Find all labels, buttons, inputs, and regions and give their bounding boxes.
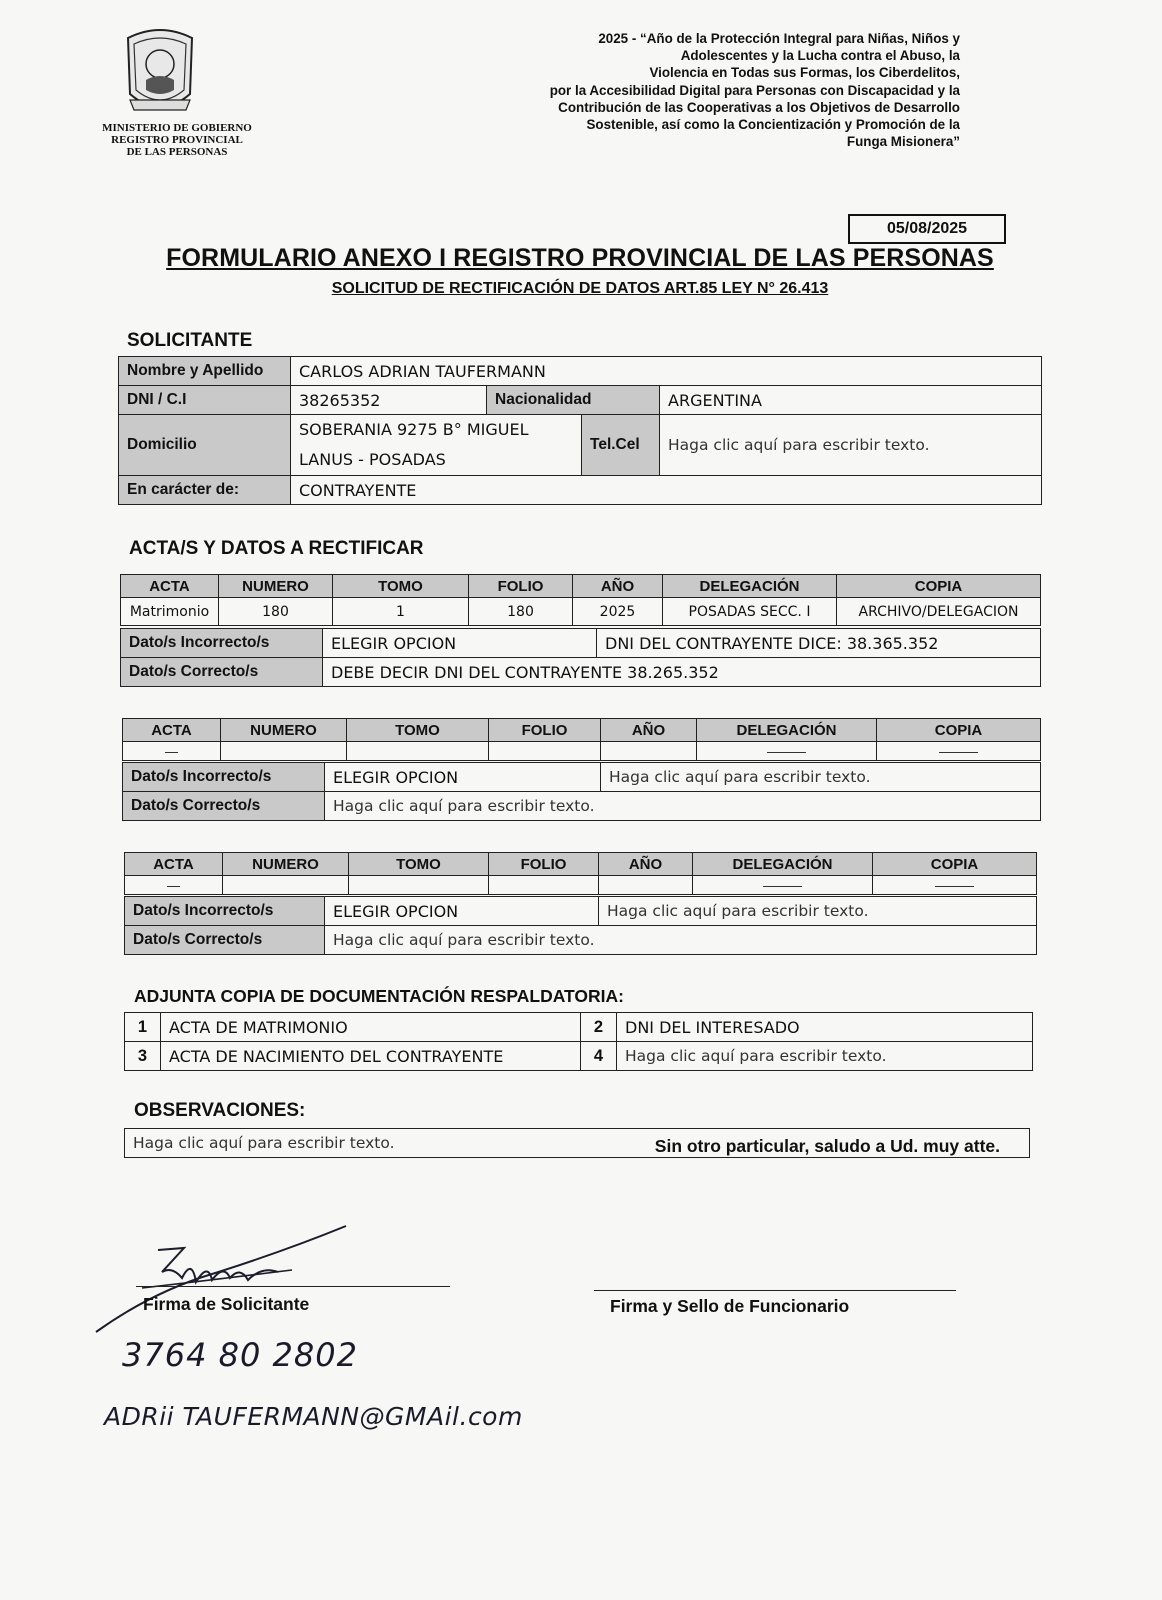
col-acta: ACTA <box>123 719 221 742</box>
correcto-field[interactable]: Haga clic aquí para escribir texto. <box>325 792 1041 821</box>
ministry-name: MINISTERIO DE GOBIERNO REGISTRO PROVINCIAL DE LAS PERSONAS <box>102 122 252 158</box>
correcto-label: Dato/s Correcto/s <box>123 792 325 821</box>
caracter-label: En carácter de: <box>119 476 291 505</box>
col-tomo: TOMO <box>333 575 469 598</box>
acta-cell[interactable]: Matrimonio <box>121 598 219 626</box>
col-numero: NUMERO <box>223 853 349 876</box>
col-copia: COPIA <box>873 853 1037 876</box>
anio-cell[interactable]: 2025 <box>573 598 663 626</box>
handwritten-email: ADRii TAUFERMANN@GMAil.com <box>104 1402 523 1431</box>
firma-funcionario-line <box>594 1290 956 1291</box>
province-seal-icon <box>120 24 200 118</box>
section-title-observaciones: OBSERVACIONES: <box>134 1100 306 1121</box>
numero-cell[interactable]: 180 <box>219 598 333 626</box>
col-delegacion: DELEGACIÓN <box>693 853 873 876</box>
incorrecto-field[interactable]: DNI DEL CONTRAYENTE DICE: 38.365.352 <box>597 629 1041 658</box>
elegir-opcion-dropdown[interactable]: ELEGIR OPCION <box>325 897 599 926</box>
tomo-cell[interactable] <box>349 876 489 895</box>
item-number: 4 <box>581 1042 617 1071</box>
acta-cell[interactable]: — <box>125 876 223 895</box>
dato-table-3 <box>124 896 1037 955</box>
acta-cell[interactable]: — <box>123 742 221 761</box>
delegacion-cell[interactable]: ——— <box>697 742 877 761</box>
acta-table-3 <box>124 852 1037 895</box>
correcto-field[interactable]: Haga clic aquí para escribir texto. <box>325 926 1037 955</box>
anio-cell[interactable] <box>601 742 697 761</box>
section-title-adjunta: ADJUNTA COPIA DE DOCUMENTACIÓN RESPALDATORIA: <box>134 986 624 1006</box>
acta-table-2 <box>122 718 1041 761</box>
nacionalidad-field[interactable]: ARGENTINA <box>660 386 1042 415</box>
col-anio: AÑO <box>599 853 693 876</box>
caracter-field[interactable]: CONTRAYENTE <box>291 476 1042 505</box>
incorrecto-label: Dato/s Incorrecto/s <box>121 629 323 658</box>
item-number: 3 <box>125 1042 161 1071</box>
copia-cell[interactable]: ARCHIVO/DELEGACION <box>837 598 1041 626</box>
col-acta: ACTA <box>125 853 223 876</box>
folio-cell[interactable] <box>489 742 601 761</box>
dni-label: DNI / C.I <box>119 386 291 415</box>
correcto-label: Dato/s Correcto/s <box>125 926 325 955</box>
handwritten-phone: 3764 80 2802 <box>122 1336 358 1374</box>
form-subtitle: SOLICITUD DE RECTIFICACIÓN DE DATOS ART.85 LEY N° 26.413 <box>331 280 829 297</box>
incorrecto-label: Dato/s Incorrecto/s <box>125 897 325 926</box>
col-folio: FOLIO <box>489 853 599 876</box>
col-folio: FOLIO <box>489 719 601 742</box>
correcto-label: Dato/s Correcto/s <box>121 658 323 687</box>
col-numero: NUMERO <box>219 575 333 598</box>
tomo-cell[interactable]: 1 <box>333 598 469 626</box>
copia-cell[interactable]: ——— <box>873 876 1037 895</box>
numero-cell[interactable] <box>221 742 347 761</box>
acta-table-1 <box>120 574 1041 626</box>
solicitante-table <box>118 356 1042 505</box>
adjunta-item[interactable]: DNI DEL INTERESADO <box>617 1013 1033 1042</box>
col-tomo: TOMO <box>349 853 489 876</box>
tomo-cell[interactable] <box>347 742 489 761</box>
nombre-field[interactable]: CARLOS ADRIAN TAUFERMANN <box>291 357 1042 386</box>
handwritten-signature <box>92 1222 362 1338</box>
col-copia: COPIA <box>837 575 1041 598</box>
col-anio: AÑO <box>573 575 663 598</box>
adjunta-item[interactable]: ACTA DE MATRIMONIO <box>161 1013 581 1042</box>
anio-cell[interactable] <box>599 876 693 895</box>
col-anio: AÑO <box>601 719 697 742</box>
item-number: 1 <box>125 1013 161 1042</box>
date-field[interactable]: 05/08/2025 <box>848 214 1006 244</box>
dni-field[interactable]: 38265352 <box>291 386 487 415</box>
item-number: 2 <box>581 1013 617 1042</box>
nacionalidad-label: Nacionalidad <box>487 386 660 415</box>
col-acta: ACTA <box>121 575 219 598</box>
elegir-opcion-dropdown[interactable]: ELEGIR OPCION <box>323 629 597 658</box>
firma-solicitante-label: Firma de Solicitante <box>143 1294 310 1314</box>
form-title: FORMULARIO ANEXO I REGISTRO PROVINCIAL DE LAS PERSONAS <box>166 244 994 272</box>
tel-label: Tel.Cel <box>582 415 660 476</box>
col-tomo: TOMO <box>347 719 489 742</box>
year-motto: 2025 - “Año de la Protección Integral para Niñas, Niños y Adolescentes y la Lucha contra el Abuso, la Violencia en Todas sus Formas, los Ciberdelitos, por la Accesibilidad Digital para Personas con Discapacidad y la Contribución de las Cooperativas a los Objetivos de Desarrollo Sostenible, así como la Concientización y Promoción de la Funga Misionera” <box>549 31 960 150</box>
dato-table-1 <box>120 628 1041 687</box>
delegacion-cell[interactable]: POSADAS SECC. I <box>663 598 837 626</box>
copia-cell[interactable]: ——— <box>877 742 1041 761</box>
folio-cell[interactable] <box>489 876 599 895</box>
col-copia: COPIA <box>877 719 1041 742</box>
firma-solicitante-line <box>136 1286 450 1287</box>
dato-table-2 <box>122 762 1041 821</box>
col-delegacion: DELEGACIÓN <box>663 575 837 598</box>
col-folio: FOLIO <box>469 575 573 598</box>
adjunta-table <box>124 1012 1033 1071</box>
incorrecto-field[interactable]: Haga clic aquí para escribir texto. <box>601 763 1041 792</box>
incorrecto-label: Dato/s Incorrecto/s <box>123 763 325 792</box>
section-title-solicitante: SOLICITANTE <box>127 330 253 351</box>
col-numero: NUMERO <box>221 719 347 742</box>
domicilio-field[interactable]: SOBERANIA 9275 B° MIGUEL LANUS - POSADAS <box>291 415 582 476</box>
closing-text: Sin otro particular, saludo a Ud. muy atte. <box>654 1136 1000 1156</box>
col-delegacion: DELEGACIÓN <box>697 719 877 742</box>
numero-cell[interactable] <box>223 876 349 895</box>
observaciones-field[interactable]: Haga clic aquí para escribir texto. <box>125 1129 1030 1158</box>
correcto-field[interactable]: DEBE DECIR DNI DEL CONTRAYENTE 38.265.352 <box>323 658 1041 687</box>
tel-field[interactable]: Haga clic aquí para escribir texto. <box>660 415 1042 476</box>
adjunta-item[interactable]: ACTA DE NACIMIENTO DEL CONTRAYENTE <box>161 1042 581 1071</box>
folio-cell[interactable]: 180 <box>469 598 573 626</box>
section-title-actas: ACTA/S Y DATOS A RECTIFICAR <box>129 538 424 559</box>
delegacion-cell[interactable]: ——— <box>693 876 873 895</box>
domicilio-label: Domicilio <box>119 415 291 476</box>
adjunta-item[interactable]: Haga clic aquí para escribir texto. <box>617 1042 1033 1071</box>
firma-funcionario-label: Firma y Sello de Funcionario <box>610 1296 850 1316</box>
elegir-opcion-dropdown[interactable]: ELEGIR OPCION <box>325 763 601 792</box>
incorrecto-field[interactable]: Haga clic aquí para escribir texto. <box>599 897 1037 926</box>
nombre-label: Nombre y Apellido <box>119 357 291 386</box>
